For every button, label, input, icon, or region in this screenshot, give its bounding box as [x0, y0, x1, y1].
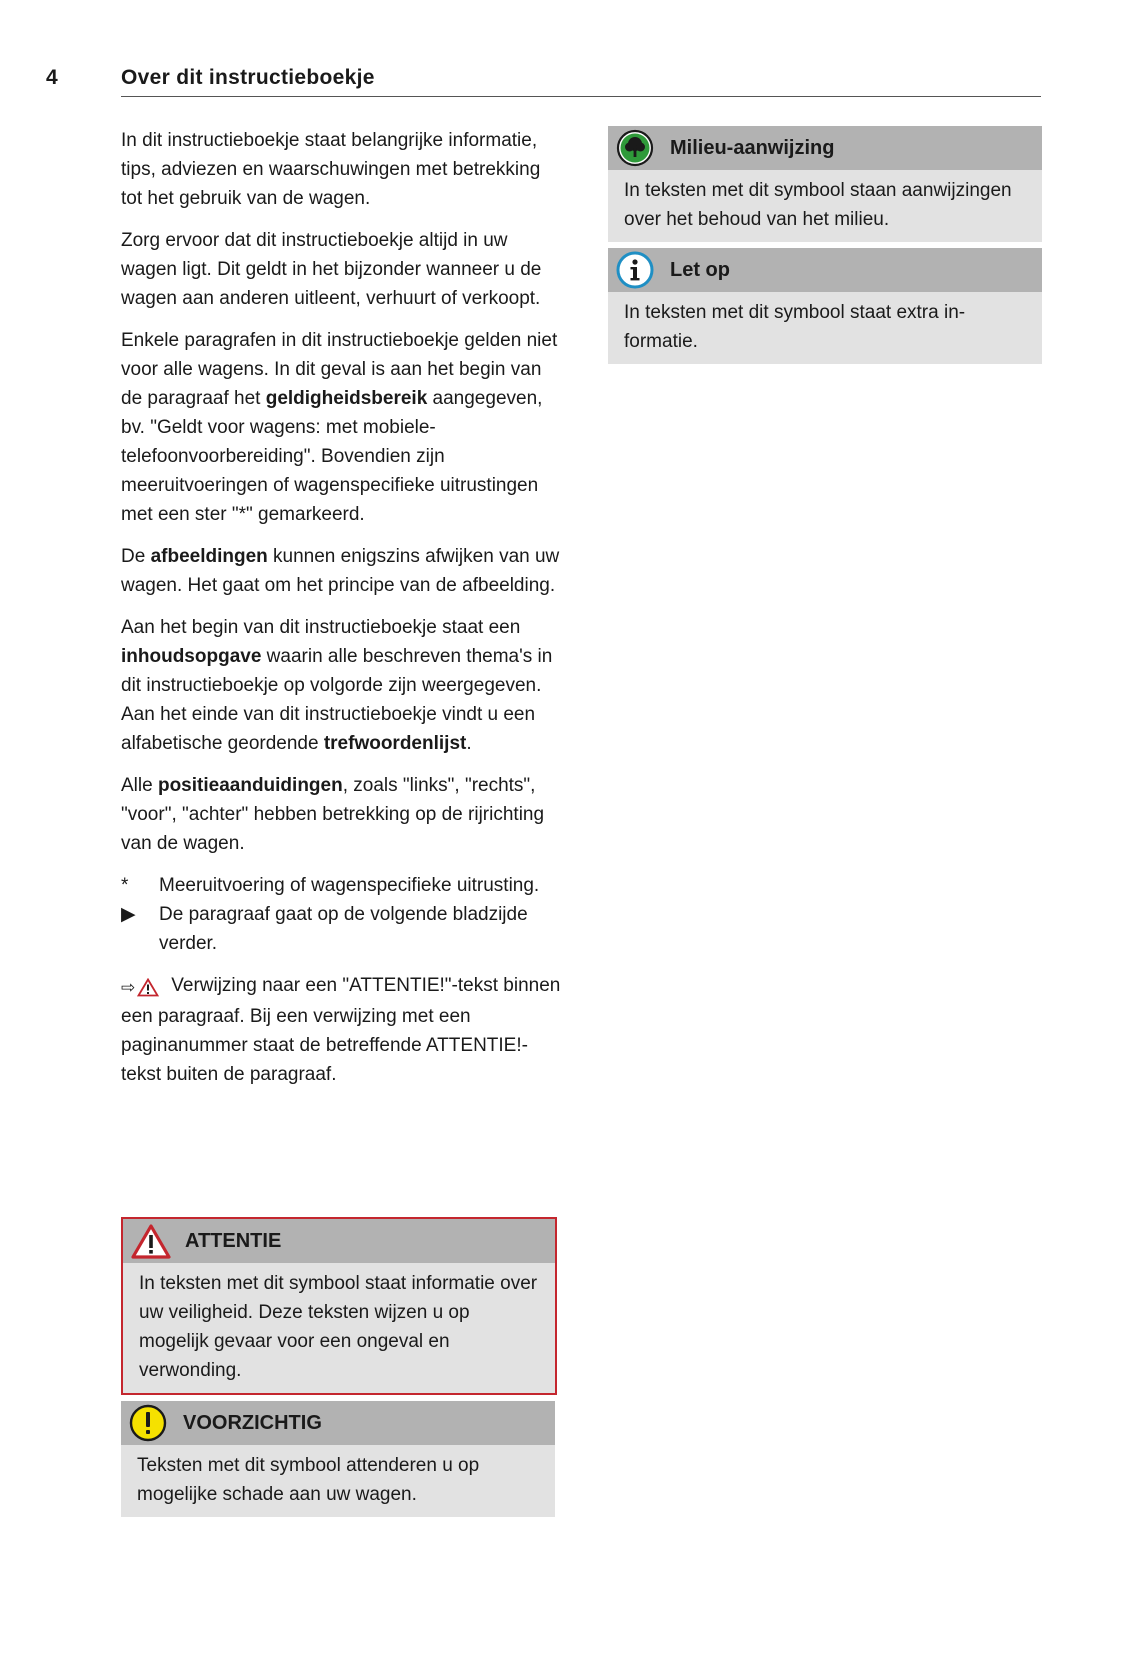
- text-span: aangegeven, bv. "Geldt voor wagens: met mobiele-telefoonvoorbereiding". Bovendien zijn meeruitvoeringen of wagenspecifieke uitrustingen met een ster "*" gemarkeerd.: [121, 388, 543, 525]
- letop-text: In teksten met dit symbool staat extra informatie.: [624, 302, 966, 352]
- legend-item-star: [121, 871, 561, 900]
- header-divider: [121, 96, 1041, 97]
- text-span: waarin alle beschreven thema's in dit instructieboekje op volgorde zijn weergegeven. Aan het einde van dit instructieboekje vindt u een alfabetische geordende: [121, 646, 553, 754]
- milieu-header: [608, 126, 1042, 170]
- star-symbol: *: [121, 875, 129, 896]
- text-span: .: [466, 733, 472, 754]
- letop-title: Let op: [670, 258, 730, 281]
- milieu-text: In teksten met dit symbool staan aanwijzingen over het behoud van het milieu.: [624, 180, 1012, 230]
- voorzichtig-header: [121, 1401, 555, 1445]
- symbol-legend: [121, 871, 561, 958]
- text-span: De: [121, 546, 151, 567]
- paragraph-contents: [121, 613, 561, 758]
- ref-arrow-glyph: ⇨: [121, 978, 136, 997]
- paragraph-positions: [121, 771, 561, 858]
- voorzichtig-text: Teksten met dit symbool attenderen u op mogelijke schade aan uw wagen.: [137, 1455, 480, 1505]
- legend-text: Meeruitvoering of wagenspecifieke uitrusting.: [159, 875, 540, 896]
- legend-item-arrow: [121, 900, 561, 958]
- attentie-title: ATTENTIE: [185, 1229, 282, 1252]
- info-circle-icon: [616, 251, 654, 289]
- text-span: , zoals "links", "rechts", "voor", "achter" hebben betrekking op de rijrichting van de wagen.: [121, 775, 545, 854]
- letop-box: [608, 248, 1042, 364]
- voorzichtig-box: [121, 1401, 555, 1517]
- paragraph-keep-in-car: Zorg ervoor dat dit instructieboekje altijd in uw wagen ligt. Dit geldt in het bijzonder wanneer u de wagen aan anderen uitleent, verhuurt of verkoopt.: [121, 230, 542, 309]
- milieu-title: Milieu-aanwijzing: [670, 136, 835, 159]
- reference-arrow-icon: [121, 973, 159, 1002]
- warning-small-icon: [137, 978, 159, 997]
- legend-text: De paragraaf gaat op de volgende bladzijde verder.: [159, 904, 528, 954]
- attentie-header: [123, 1219, 555, 1263]
- paragraph-reference: [121, 971, 561, 1089]
- page-title: Over dit instructieboekje: [121, 66, 375, 89]
- paragraph-intro: In dit instructieboekje staat belangrijke informatie, tips, adviezen en waarschuwingen met betrekking tot het gebruik van de wagen.: [121, 130, 541, 209]
- letop-header: [608, 248, 1042, 292]
- text-span: kunnen enigszins afwijken van uw wagen. Het gaat om het principe van de afbeelding.: [121, 546, 560, 596]
- paragraph-illustrations: [121, 542, 561, 600]
- milieu-box: [608, 126, 1042, 242]
- bold-term: inhoudsopgave: [121, 646, 262, 667]
- bold-term: afbeeldingen: [150, 546, 268, 567]
- page-number: 4: [46, 66, 58, 89]
- bold-term: geldigheidsbereik: [265, 388, 428, 409]
- left-column: [121, 126, 561, 1102]
- warning-triangle-icon: [131, 1224, 171, 1259]
- bold-term: trefwoordenlijst: [323, 733, 467, 754]
- attentie-box: [121, 1217, 557, 1395]
- text-span: Aan het begin van dit instructieboekje staat een: [121, 617, 521, 638]
- text-span: Alle: [121, 775, 158, 796]
- continue-arrow-icon: ▶: [121, 904, 136, 925]
- bold-term: positieaanduidingen: [157, 775, 343, 796]
- exclamation-circle-icon: [129, 1404, 167, 1442]
- paragraph-validity: [121, 326, 561, 529]
- text-span: Verwijzing naar een "ATTENTIE!"-tekst binnen een paragraaf. Bij een verwijzing met een paginanummer staat de betreffende ATTENTIE!-tekst buiten de paragraaf.: [121, 975, 561, 1085]
- attentie-text: In teksten met dit symbool staat informatie over uw veiligheid. Deze teksten wijzen u op mogelijk gevaar voor een ongeval en verwonding.: [139, 1273, 538, 1381]
- tree-icon: [616, 129, 654, 167]
- voorzichtig-title: VOORZICHTIG: [183, 1411, 322, 1434]
- text-span: Enkele paragrafen in dit instructieboekje gelden niet voor alle wagens. In dit geval is aan het begin van de paragraaf het: [121, 330, 558, 409]
